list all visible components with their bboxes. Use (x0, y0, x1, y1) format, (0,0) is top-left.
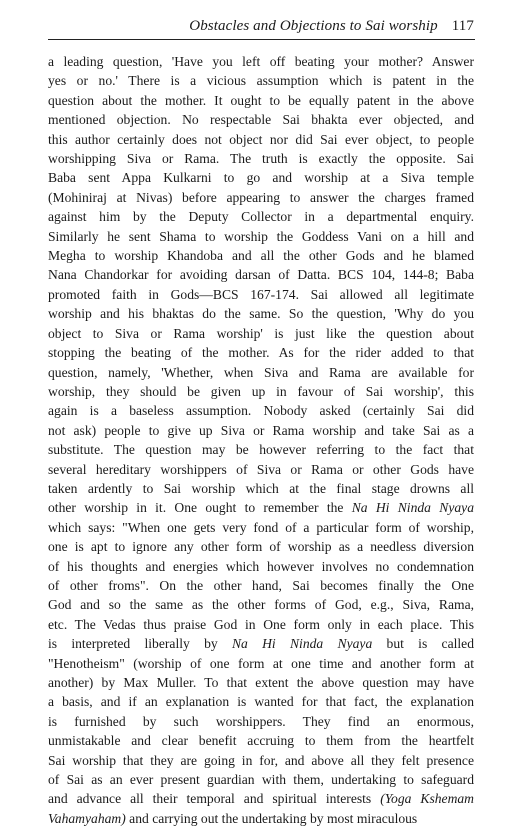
text-segment: unmistakable and clear benefit accruing to them from the heartfelt (48, 733, 474, 749)
text-segment: but is called (372, 636, 474, 652)
text-segment: object to Siva or Rama worship' is just like the question about (48, 325, 474, 341)
text-line (48, 227, 474, 246)
text-segment: "Henotheism" (worship of one form at one time and another form at (48, 655, 474, 671)
italic-text: Na Hi Ninda Nyaya (351, 500, 474, 516)
text-line (48, 479, 474, 498)
text-line (48, 130, 474, 149)
text-segment: a leading question, 'Have you left off beating your mother? Answer (48, 54, 474, 69)
text-line (48, 363, 474, 382)
text-line (48, 382, 474, 401)
text-segment: one is apt to ignore any other form of worship as a needless diversion (48, 539, 474, 555)
text-line (48, 207, 474, 226)
text-segment: a basis, and if an explanation is wanted for that fact, the explanation (48, 694, 474, 710)
text-line (48, 324, 474, 343)
text-segment: Similarly he sent Shama to worship the Goddess Vani on a hill and (48, 228, 474, 244)
text-line (48, 809, 474, 828)
text-line (48, 789, 474, 808)
text-segment: worship and his bhaktas do the same. So the question, 'Why do you (48, 306, 474, 322)
text-segment: not ask) people to give up Siva or Rama worship and take Sai as a (48, 422, 474, 438)
text-line (48, 149, 474, 168)
text-segment: another) by Max Muller. To that extent the above question may have (48, 675, 474, 690)
text-line (48, 731, 474, 750)
header-rule (48, 39, 475, 40)
text-segment: God and so the same as the other forms of God, e.g., Siva, Rama, (48, 597, 474, 613)
text-segment: (Mohiniraj at Nivas) before appearing to answer the charges framed (48, 189, 474, 205)
text-line (48, 498, 474, 517)
text-segment: etc. The Vedas thus praise God in One form only in each place. This (48, 616, 474, 632)
page-number: 117 (451, 18, 474, 34)
text-line (48, 712, 474, 731)
text-segment: Nana Chandorkar for avoiding darsan of Datta. BCS 104, 144-8; Baba (48, 267, 474, 283)
text-segment: promoted faith in Gods—BCS 167-174. Sai allowed all legitimate (48, 286, 474, 302)
text-segment: other worship in it. One ought to remember the (48, 500, 352, 516)
italic-text: (Yoga Kshemam (380, 791, 474, 807)
text-line (48, 52, 474, 71)
body-paragraph (48, 52, 474, 828)
text-line (48, 343, 474, 362)
text-segment: mentioned objection. No respectable Sai bhakta ever objected, and (48, 112, 474, 128)
text-segment: taken ardently to Sai worship which at the final stage drowns all (48, 480, 474, 496)
text-segment: of other froms". On the other hand, Sai becomes finally the One (48, 577, 474, 593)
text-line (48, 595, 474, 614)
text-line (48, 557, 474, 576)
text-line (48, 246, 474, 265)
running-title: Obstacles and Objections to Sai worship (189, 18, 438, 34)
text-segment: is furnished by such worshippers. They find an enormous, (48, 713, 474, 729)
running-head (48, 18, 474, 35)
text-line (48, 692, 474, 711)
text-line (48, 265, 474, 284)
text-line (48, 421, 474, 440)
text-segment: against him by the Deputy Collector in a departmental enquiry. (48, 209, 474, 225)
text-segment: Baba sent Appa Kulkarni to go and worship at a Siva temple (48, 170, 474, 186)
text-line (48, 751, 474, 770)
text-line (48, 634, 474, 653)
italic-text: Vahamyaham) (48, 810, 126, 826)
text-segment: of his thoughts and energies which however involves no condemnation (48, 558, 474, 574)
text-segment: again is a baseless assumption. Nobody asked (certainly Sai did (48, 403, 474, 419)
text-segment: Sai worship that they are going in for, and above all they felt presence (48, 752, 474, 768)
text-line (48, 168, 474, 187)
text-line (48, 188, 474, 207)
text-line (48, 537, 474, 556)
text-segment: yes or no.' There is a vicious assumption which is patent in the (48, 73, 474, 89)
text-segment: this author certainly does not object nor did Sai ever object, to people (48, 131, 474, 147)
text-segment: substitute. The question may be however referring to the fact that (48, 442, 474, 458)
text-segment: several hereditary worshippers of Siva or Rama or other Gods have (48, 461, 474, 477)
text-line (48, 770, 474, 789)
text-line (48, 110, 474, 129)
text-line (48, 654, 474, 673)
text-line (48, 576, 474, 595)
text-segment: worship, they should be given up in favour of Sai worship', this (48, 383, 474, 399)
text-segment: worshipping Siva or Rama. The truth is exactly the opposite. Sai (48, 151, 474, 167)
text-segment: Megha to worship Khandoba and all the other Gods and he blamed (48, 248, 474, 264)
text-segment: and carrying out the undertaking by most miraculous (125, 810, 418, 826)
text-line (48, 460, 474, 479)
text-segment: is interpreted liberally by (48, 636, 232, 652)
text-line (48, 673, 474, 692)
text-line (48, 615, 474, 634)
text-line (48, 71, 474, 90)
text-segment: question, namely, 'Whether, when Siva and Rama are available for (48, 364, 474, 380)
text-line (48, 91, 474, 110)
text-line (48, 440, 474, 459)
text-line (48, 285, 474, 304)
text-segment: and advance all their temporal and spiritual interests (48, 791, 381, 807)
text-line (48, 518, 474, 537)
text-segment: question about the mother. It ought to be equally patent in the above (48, 92, 474, 108)
text-segment: which says: "When one gets very fond of a particular form of worship, (48, 519, 474, 535)
text-line (48, 401, 474, 420)
text-segment: stopping the beating of the mother. As for the rider added to that (48, 345, 474, 361)
italic-text: Na Hi Ninda Nyaya (231, 636, 373, 652)
text-segment: of Sai as an ever present guardian with them, undertaking to safeguard (48, 772, 474, 788)
text-line (48, 304, 474, 323)
